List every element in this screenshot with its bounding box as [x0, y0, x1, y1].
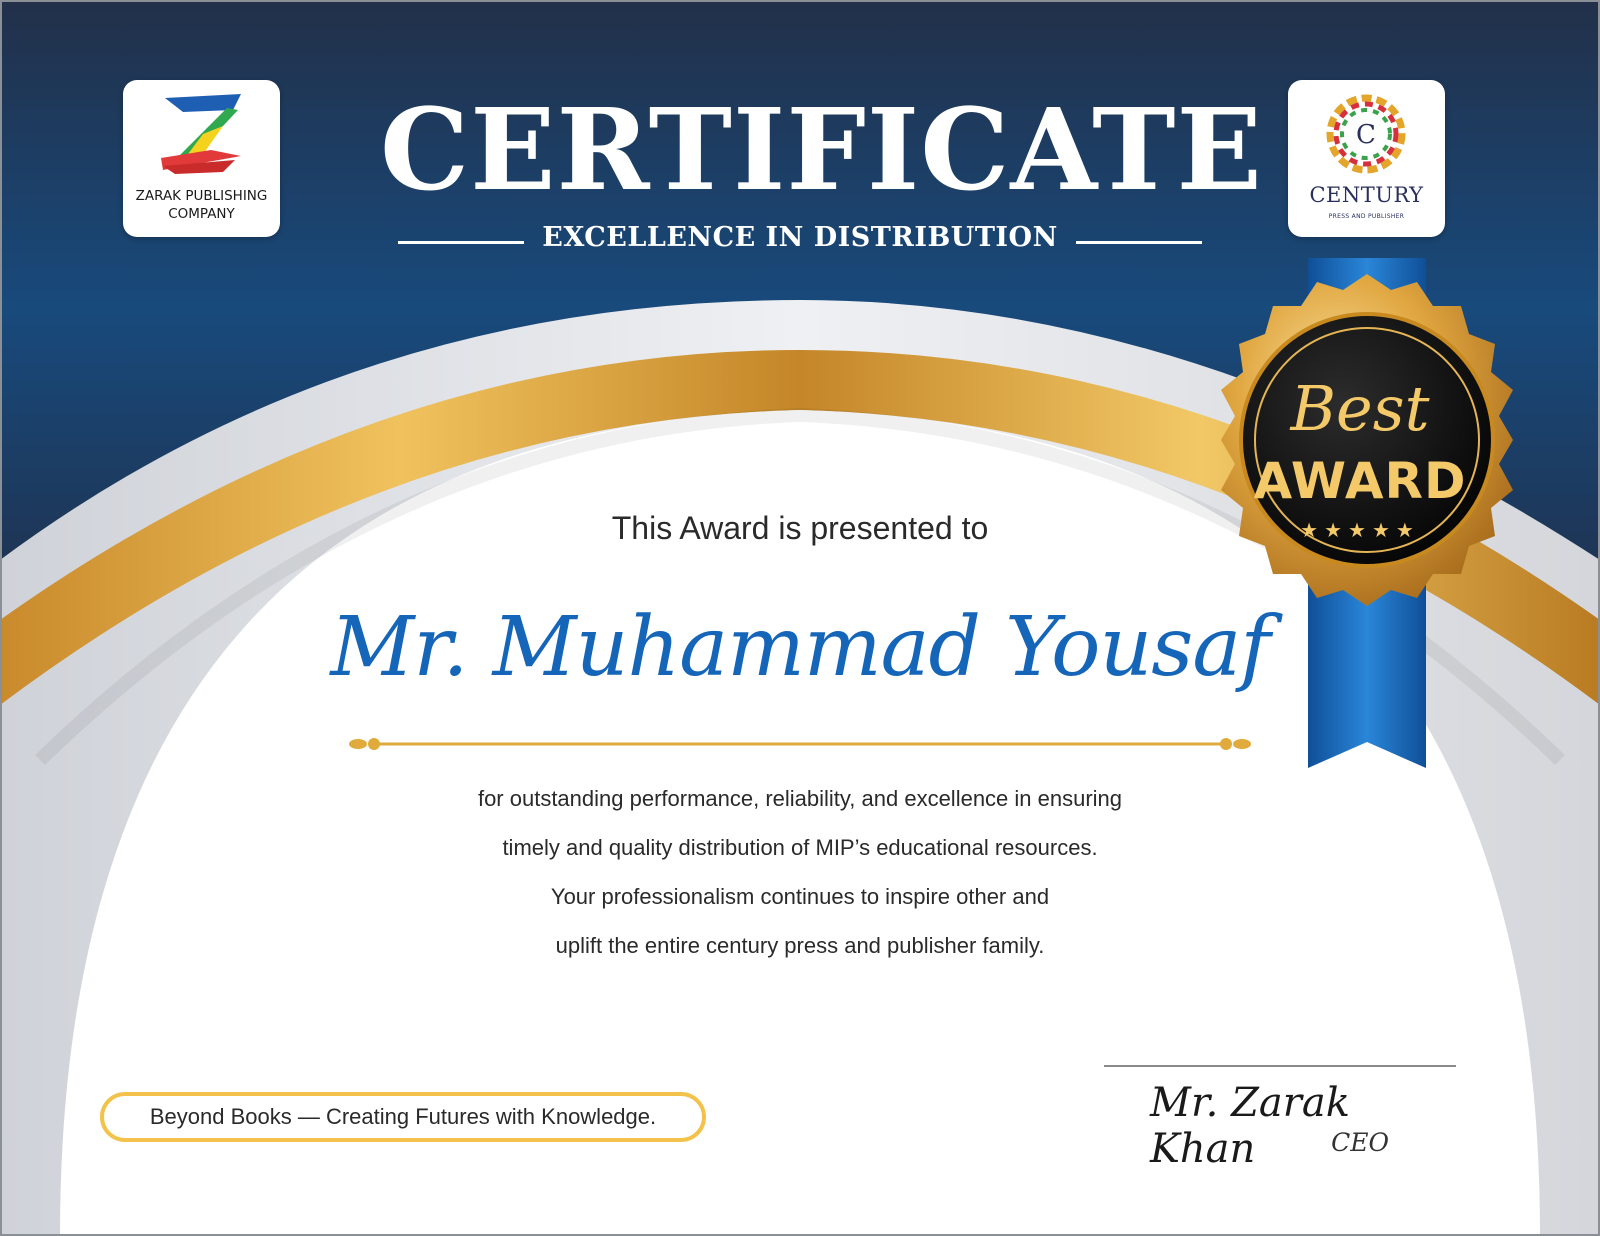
century-name: CENTURY — [1309, 183, 1424, 207]
certificate-title: CERTIFICATE — [380, 85, 1263, 216]
signatory-name: Mr. Zarak Khan — [1150, 1080, 1350, 1172]
subtitle-rule-left — [398, 241, 524, 244]
badge-award-text: AWARD — [1253, 452, 1467, 510]
description-line: Your professionalism continues to inspire other and — [550, 884, 1050, 909]
zarak-name-line1: ZARAK PUBLISHING — [135, 188, 268, 204]
ornamental-divider — [348, 734, 1252, 754]
subtitle-rule-right — [1076, 241, 1202, 244]
century-logo-card — [1288, 80, 1445, 237]
signature-line — [1104, 1065, 1456, 1067]
presented-to-text: This Award is presented to — [611, 510, 989, 546]
century-subtitle: PRESS AND PUBLISHER — [1328, 213, 1405, 220]
zarak-company-name — [123, 187, 280, 223]
badge-stars: ★★★★★ — [1300, 518, 1420, 542]
certificate-subtitle: EXCELLENCE IN DISTRIBUTION — [542, 222, 1058, 253]
signatory-title: CEO — [1331, 1128, 1389, 1157]
award-description — [360, 784, 1240, 980]
zarak-name-line2: COMPANY — [168, 206, 235, 222]
description-line: timely and quality distribution of MIP’s educational resources. — [502, 835, 1098, 860]
tagline-pill: Beyond Books — Creating Futures with Knowledge. — [100, 1092, 706, 1142]
description-line: for outstanding performance, reliability, and excellence in ensuring — [477, 786, 1123, 811]
description-line: uplift the entire century press and publisher family. — [555, 933, 1045, 958]
zarak-logo-card — [123, 80, 280, 237]
recipient-name: Mr. Muhammad Yousaf — [330, 600, 1270, 695]
svg-text:C: C — [1356, 120, 1376, 150]
badge-best-text: Best — [1290, 372, 1430, 445]
